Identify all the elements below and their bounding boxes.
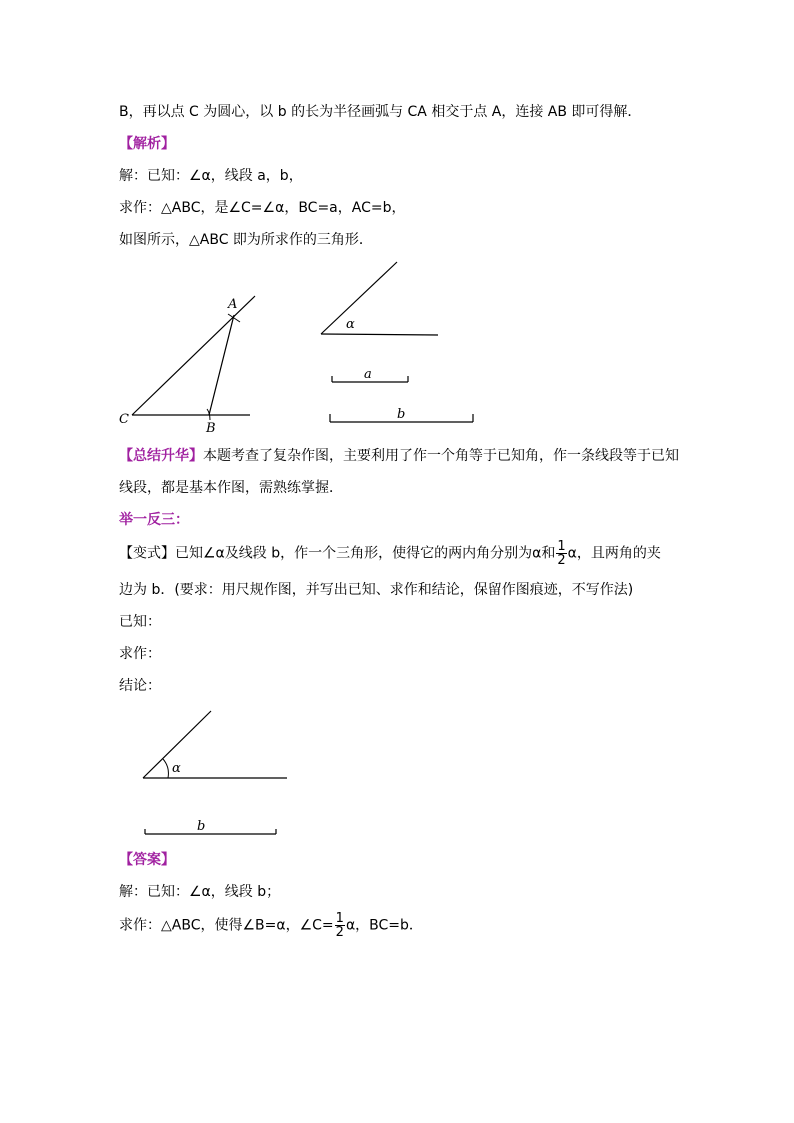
- answer-fraction-denominator: 2: [335, 925, 344, 940]
- fig2-label-alpha: α: [172, 761, 181, 776]
- intro-line: B，再以点 C 为圆心，以 b 的长为半径画弧与 CA 相交于点 A，连接 AB 即可得解．: [119, 104, 642, 120]
- conclusion-label: 结论：: [119, 678, 161, 694]
- variant-line-1: [119, 540, 661, 567]
- angle-ray-upper: [321, 262, 397, 334]
- known-label: 已知：: [119, 614, 161, 630]
- answer-line-2-suffix: α，BC=b．: [345, 917, 423, 934]
- line-ca: [132, 296, 255, 415]
- label-b-vertex: B: [206, 421, 216, 436]
- analysis-line-1: 解：已知：∠α，线段 a，b，: [119, 168, 303, 184]
- label-segment-b: b: [397, 407, 406, 422]
- summary-text-1: 本题考查了复杂作图，主要利用了作一个角等于已知角，作一条线段等于已知: [203, 448, 679, 464]
- answer-line-1: 解：已知：∠α，线段 b；: [119, 884, 281, 900]
- analysis-line-2: 求作：△ABC，是∠C=∠α，BC=a，AC=b，: [119, 200, 406, 216]
- summary-line-1: [119, 446, 679, 466]
- answer-heading: 【答案】: [119, 852, 175, 868]
- variant-prefix: 【变式】已知∠α及线段 b，作一个三角形，使得它的两内角分别为α和: [119, 545, 556, 562]
- fraction-numerator: 1: [557, 539, 566, 554]
- fraction-half: [556, 540, 566, 567]
- fig2-label-b: b: [197, 819, 206, 834]
- line-ab: [209, 315, 234, 415]
- label-c-vertex: C: [119, 412, 129, 427]
- variant-suffix: α，且两角的夹: [567, 545, 661, 562]
- answer-line-2-prefix: 求作：△ABC，使得∠B=α，∠C=: [119, 917, 334, 934]
- answer-fraction-half: [335, 912, 345, 939]
- variant-line-2: 边为 b．(要求：用尺规作图，并写出已知、求作和结论，保留作图痕迹，不写作法): [119, 582, 634, 598]
- label-alpha-1: α: [346, 317, 355, 332]
- answer-line-2: [119, 912, 423, 939]
- label-a-vertex: A: [228, 297, 238, 312]
- fraction-denominator: 2: [557, 553, 566, 568]
- summary-line-2: 线段，都是基本作图，需熟练掌握．: [119, 480, 343, 496]
- summary-heading: 【总结升华】: [119, 448, 203, 464]
- analysis-heading: 【解析】: [119, 136, 175, 152]
- answer-fraction-numerator: 1: [335, 911, 344, 926]
- analysis-line-3: 如图所示，△ABC 即为所求作的三角形．: [119, 232, 373, 248]
- practice-heading: 举一反三：: [119, 512, 189, 528]
- label-segment-a: a: [364, 367, 372, 382]
- construct-label: 求作：: [119, 646, 161, 662]
- angle-ray-lower: [321, 334, 438, 335]
- fig2-angle-arc: [163, 759, 168, 778]
